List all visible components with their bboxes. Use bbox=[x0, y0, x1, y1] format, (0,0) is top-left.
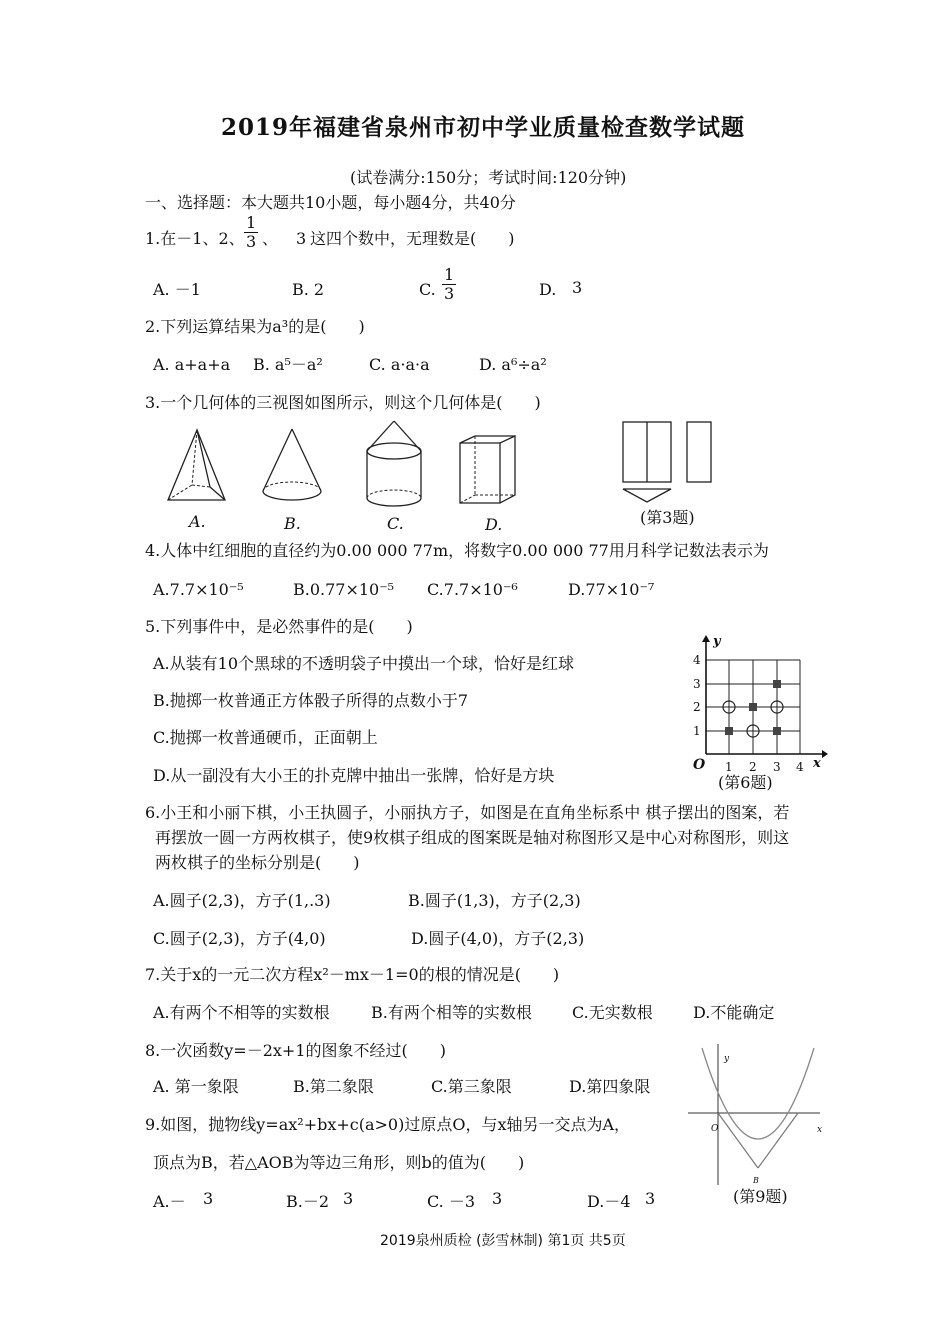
q3-option-c[interactable]: C. bbox=[387, 514, 404, 533]
q9-option-b-value: 3 bbox=[343, 1189, 354, 1208]
q2-stem: 2.下列运算结果为a³的是( ) bbox=[145, 317, 365, 336]
q8-option-c[interactable]: C.第三象限 bbox=[431, 1077, 512, 1096]
fig9-vertex-label: B bbox=[753, 1176, 759, 1185]
q8-stem: 8.一次函数y=－2x+1的图象不经过( ) bbox=[145, 1041, 446, 1060]
q9-option-a[interactable]: A.－ bbox=[153, 1192, 186, 1211]
q1-option-c-fraction: $\frac{1}{3}$ bbox=[444, 265, 455, 303]
section-heading: 一、选择题：本大题共10小题，每小题4分，共40分 bbox=[145, 193, 516, 212]
q1-sep: 、 bbox=[262, 229, 279, 248]
q3-cylinder-cone-figure bbox=[358, 418, 430, 510]
fig6-y-tick-3: 3 bbox=[693, 677, 701, 691]
fig6-y-label: y bbox=[713, 634, 721, 649]
q9-option-d-value: 3 bbox=[645, 1189, 656, 1208]
q9-stem-line1: 9.如图，抛物线y=ax²+bx+c(a>0)过原点O，与x轴另一交点为A， bbox=[145, 1115, 631, 1134]
q6-stem-line3: 两枚棋子的坐标分别是( ) bbox=[155, 853, 360, 872]
fig6-x-tick-4: 4 bbox=[796, 760, 804, 774]
fig6-y-tick-4: 4 bbox=[693, 653, 701, 667]
q7-option-b[interactable]: B.有两个相等的实数根 bbox=[371, 1003, 532, 1022]
q5-option-b[interactable]: B.抛掷一枚普通正方体骰子所得的点数小于7 bbox=[153, 691, 469, 710]
q6-coordinate-figure bbox=[688, 634, 828, 774]
fig9-caption: (第9题) bbox=[733, 1187, 788, 1206]
q3-figure-caption: (第3题) bbox=[640, 508, 695, 527]
q5-option-c[interactable]: C.抛掷一枚普通硬币，正面朝上 bbox=[153, 728, 378, 747]
q4-option-c[interactable]: C.7.7×10⁻⁶ bbox=[427, 580, 518, 599]
fig6-x-tick-2: 2 bbox=[749, 760, 757, 774]
q9-stem-line2: 顶点为B，若△AOB为等边三角形，则b的值为( ) bbox=[153, 1153, 525, 1172]
q6-option-b[interactable]: B.圆子(1,3)，方子(2,3) bbox=[408, 891, 581, 910]
q1-option-a[interactable]: A. －1 bbox=[153, 280, 201, 299]
q6-option-c[interactable]: C.圆子(2,3)，方子(4,0) bbox=[153, 929, 326, 948]
q7-stem: 7.关于x的一元二次方程x²－mx－1=0的根的情况是( ) bbox=[145, 965, 560, 984]
q3-three-view-figure bbox=[618, 418, 718, 506]
q9-option-c-value: 3 bbox=[492, 1189, 503, 1208]
q1-option-b[interactable]: B. 2 bbox=[292, 280, 325, 299]
q4-stem: 4.人体中红细胞的直径约为0.00 000 77m，将数字0.00 000 77用月科学记数法表示为 bbox=[145, 541, 769, 560]
q9-option-a-value: 3 bbox=[203, 1189, 214, 1208]
q5-option-d[interactable]: D.从一副没有大小王的扑克牌中抽出一张牌，恰好是方块 bbox=[153, 766, 555, 785]
q1-stem-post: 这四个数中，无理数是( ) bbox=[310, 229, 515, 248]
q7-option-c[interactable]: C.无实数根 bbox=[572, 1003, 653, 1022]
q3-option-a[interactable]: A. bbox=[189, 512, 206, 531]
q9-option-b[interactable]: B.－2 bbox=[286, 1192, 330, 1211]
fig6-y-tick-1: 1 bbox=[693, 724, 701, 738]
q6-option-a[interactable]: A.圆子(2,3)，方子(1,.3) bbox=[153, 891, 331, 910]
page-title: 2019年福建省泉州市初中学业质量检查数学试题 bbox=[221, 114, 746, 141]
q3-pyramid-figure bbox=[160, 425, 235, 505]
q3-prism-figure bbox=[455, 433, 525, 509]
q8-option-a[interactable]: A. 第一象限 bbox=[153, 1077, 239, 1096]
q8-option-b[interactable]: B.第二象限 bbox=[293, 1077, 374, 1096]
q6-stem-line2: 再摆放一圆一方两枚棋子，使9枚棋子组成的图案既是轴对称图形又是中心对称图形，则这 bbox=[155, 828, 790, 847]
q3-cone-figure bbox=[258, 425, 328, 507]
q1-option-d[interactable]: D. bbox=[539, 280, 557, 299]
q8-option-d[interactable]: D.第四象限 bbox=[569, 1077, 651, 1096]
fig6-x-tick-1: 1 bbox=[725, 760, 733, 774]
q3-option-d[interactable]: D. bbox=[485, 515, 503, 534]
page-footer: 2019泉州质检 (彭雪林制) 第1页 共5页 bbox=[380, 1233, 626, 1249]
q4-option-d[interactable]: D.77×10⁻⁷ bbox=[568, 580, 655, 599]
fig6-x-tick-3: 3 bbox=[773, 760, 781, 774]
q4-option-a[interactable]: A.7.7×10⁻⁵ bbox=[153, 580, 244, 599]
q1-stem-pre: 1.在－1、2、 bbox=[145, 229, 245, 248]
q2-option-d[interactable]: D. a⁶÷a² bbox=[479, 355, 547, 374]
fig6-y-tick-2: 2 bbox=[693, 700, 701, 714]
q7-option-d[interactable]: D.不能确定 bbox=[693, 1003, 775, 1022]
q2-option-c[interactable]: C. a·a·a bbox=[369, 355, 430, 374]
fig9-x-label: x bbox=[817, 1125, 823, 1135]
q1-fraction: $\frac{1}{3}$ bbox=[246, 213, 257, 251]
fig9-y-label: y bbox=[724, 1054, 730, 1064]
q1-sqrt3: 3 bbox=[296, 229, 307, 248]
q7-option-a[interactable]: A.有两个不相等的实数根 bbox=[153, 1003, 330, 1022]
subtitle: (试卷满分:150分；考试时间:120分钟) bbox=[350, 168, 627, 187]
q6-option-d[interactable]: D.圆子(4,0)，方子(2,3) bbox=[411, 929, 585, 948]
q3-stem: 3.一个几何体的三视图如图所示，则这个几何体是( ) bbox=[145, 393, 541, 412]
q9-option-d[interactable]: D.－4 bbox=[587, 1192, 631, 1211]
q1-option-d-value: 3 bbox=[572, 278, 583, 297]
fig6-origin-label: O bbox=[693, 757, 706, 773]
q1-option-c[interactable]: C. bbox=[419, 280, 436, 299]
q5-stem: 5.下列事件中，是必然事件的是( ) bbox=[145, 617, 413, 636]
q9-option-c[interactable]: C. －3 bbox=[427, 1192, 476, 1211]
q3-option-b[interactable]: B. bbox=[284, 514, 301, 533]
q2-option-a[interactable]: A. a+a+a bbox=[153, 355, 231, 374]
q4-option-b[interactable]: B.0.77×10⁻⁵ bbox=[293, 580, 395, 599]
q9-parabola-figure bbox=[688, 1040, 828, 1190]
q5-option-a[interactable]: A.从装有10个黑球的不透明袋子中摸出一个球，恰好是红球 bbox=[153, 654, 575, 673]
fig9-origin-label: O bbox=[711, 1124, 719, 1134]
fig6-caption: (第6题) bbox=[718, 773, 773, 792]
q2-option-b[interactable]: B. a⁵－a² bbox=[253, 355, 323, 374]
q6-stem-line1: 6.小王和小丽下棋，小王执圆子，小丽执方子，如图是在直角坐标系中 棋子摆出的图案，若 bbox=[145, 803, 790, 822]
fig6-x-label: x bbox=[813, 756, 821, 771]
